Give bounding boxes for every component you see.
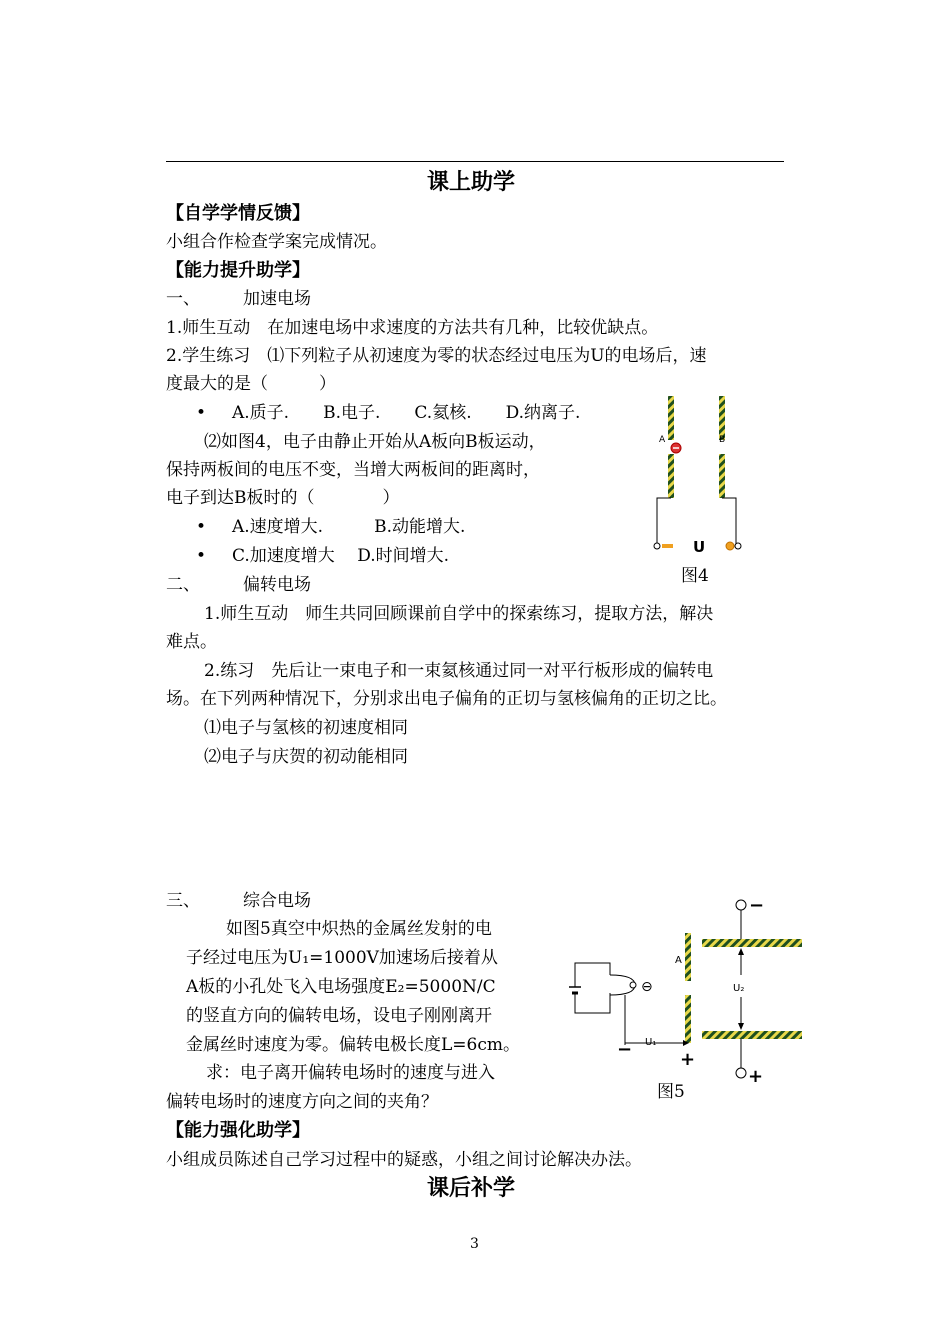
part3-line7: 偏转电场时的速度方向之间的夹角？ (166, 1092, 438, 1112)
page-title: 课上助学 (427, 170, 516, 195)
deflect-plate-bottom (702, 1031, 802, 1039)
fig5-minus-top: − (749, 895, 765, 916)
deflect-plate-top (702, 939, 802, 947)
plate-b-upper (719, 396, 725, 440)
part2-case2: ⑵电子与庆贺的初动能相同 (204, 747, 408, 767)
terminal-bottom (736, 1068, 746, 1078)
figure-4 (645, 390, 755, 590)
part1-q1: 1.师生互动 在加速电场中求速度的方法共有几种，比较优缺点。 (166, 318, 659, 338)
part2-p2-line1: 2.练习 先后让一束电子和一束氦核通过同一对平行板形成的偏转电 (204, 661, 714, 681)
fig5-minus-left: − (617, 1039, 633, 1060)
electron-icon: ⊖ (641, 979, 653, 995)
plate-a-upper (685, 933, 691, 981)
strengthen-text: 小组成员陈述自己学习过程中的疑惑，小组之间讨论解决办法。 (166, 1150, 642, 1170)
plate-a-upper (668, 396, 674, 440)
part1-q3-line1: ⑵如图4，电子由静止开始从A板向B板运动， (204, 432, 546, 452)
fig5-plus-a: + (680, 1049, 696, 1070)
part1-q2-line1: 2.学生练习 ⑴下列粒子从初速度为零的状态经过电压为U的电场后，速 (166, 346, 707, 366)
plate-b-lower (719, 454, 725, 498)
fig5-label-u1: U₁ (645, 1037, 657, 1048)
top-rule (166, 161, 784, 162)
part2-case1: ⑴电子与氢核的初速度相同 (204, 718, 408, 738)
after-class-title: 课后补学 (427, 1176, 516, 1201)
ability-heading: 【能力提升助学】 (166, 260, 310, 281)
plate-a-lower (668, 454, 674, 498)
part2-p2-line2: 场。在下列两种情况下，分别求出电子偏角的正切与氢核偏角的正切之比。 (166, 689, 727, 709)
part2-title: 偏转电场 (243, 575, 311, 595)
fig4-label-u: U (693, 538, 706, 556)
part2-p1-line2: 难点。 (166, 632, 217, 652)
figure-5-caption: 图5 (657, 1082, 685, 1102)
feedback-text: 小组合作检查学案完成情况。 (166, 232, 387, 252)
part1-q3-options-1: • A.速度增大. B.动能增大. (232, 517, 465, 537)
fig4-label-a: A (659, 435, 666, 445)
part1-q3-options-2: • C.加速度增大 D.时间增大. (232, 546, 449, 566)
feedback-heading: 【自学学情反馈】 (166, 203, 310, 224)
part3-line4: 的竖直方向的偏转电场，设电子刚刚离开 (186, 1006, 492, 1026)
plate-a-lower (685, 995, 691, 1043)
figure-5 (565, 895, 810, 1085)
minus-sign-icon (662, 544, 673, 548)
terminal-right (735, 543, 741, 549)
part1-q3-line2: 保持两板间的电压不变，当增大两板间的距离时， (166, 460, 540, 480)
part3-number: 三、 (166, 891, 200, 911)
terminal-left (654, 543, 660, 549)
filament (630, 982, 636, 988)
terminal-top (736, 900, 746, 910)
fig5-plus-bottom: + (748, 1066, 764, 1085)
part3-line3: A板的小孔处飞入电场强度E₂=5000N/C (186, 977, 496, 997)
part1-title: 加速电场 (243, 289, 311, 309)
strengthen-heading: 【能力强化助学】 (166, 1120, 310, 1141)
part1-q2-options: • A.质子. B.电子. C.氦核. D.纳离子. (232, 403, 580, 423)
part3-title: 综合电场 (243, 891, 311, 911)
page-number: 3 (470, 1236, 479, 1252)
part1-q2-line2: 度最大的是（ ） (166, 374, 336, 394)
fig5-label-a: A (675, 955, 682, 966)
part1-number: 一、 (166, 289, 200, 309)
plus-sign-icon (726, 542, 734, 550)
fig5-label-u2: U₂ (733, 983, 745, 994)
part3-line5: 金属丝时速度为零。偏转电极长度L=6cm。 (186, 1035, 520, 1055)
part2-p1-line1: 1.师生互动 师生共同回顾课前自学中的探索练习，提取方法，解决 (204, 604, 714, 624)
figure-4-caption: 图4 (681, 566, 709, 586)
part3-line6: 求：电子离开偏转电场时的速度与进入 (206, 1063, 495, 1083)
part1-q3-line3: 电子到达B板时的（ ） (166, 488, 400, 508)
part3-line1: 如图5真空中炽热的金属丝发射的电 (226, 919, 492, 939)
part2-number: 二、 (166, 575, 200, 595)
part3-line2: 子经过电压为U₁=1000V加速场后接着从 (186, 948, 498, 968)
fig4-label-b: B (719, 435, 726, 445)
